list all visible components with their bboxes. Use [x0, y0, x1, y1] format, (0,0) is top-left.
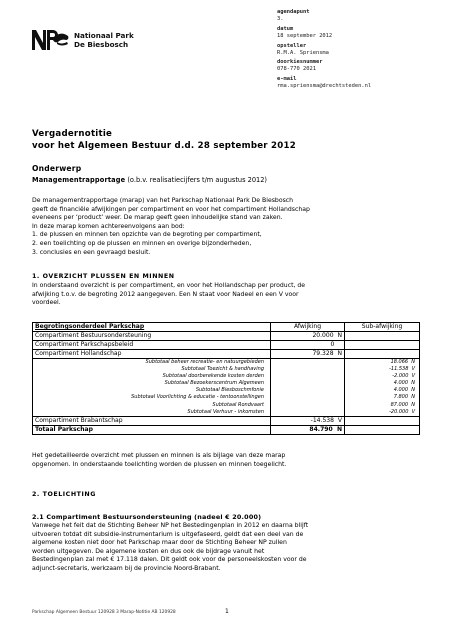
intro-line: In deze marap komen achtereenvolgens aan bod:	[32, 222, 185, 230]
agendapunt-value: 3.	[277, 15, 284, 22]
section-1-line: afwijking t.o.v. de begroting 2012 aangegeven. Een N staat voor Nadeel en een V voor	[32, 290, 299, 298]
page-number: 1	[225, 608, 229, 615]
table-row	[33, 332, 420, 341]
email-value: rma.spriensma@drechtsteden.nl	[277, 83, 372, 90]
section-2-1-heading: 2.1 Compartiment Bestuursondersteuning (nadeel € 20.000)	[32, 513, 262, 521]
row-label: Compartiment Bestuursondersteuning	[33, 332, 271, 341]
row-value: -14.538 V	[271, 416, 345, 425]
intro-paragraph	[32, 197, 432, 257]
after-table-paragraph	[32, 452, 432, 469]
subrow-label: Subtotaal Biesboschmfonie	[33, 387, 271, 394]
datum-value: 18 september 2012	[277, 32, 333, 39]
onderwerp-subject	[32, 176, 267, 184]
subrow-value: -11.538 V	[345, 366, 420, 373]
table-subrow	[33, 394, 420, 401]
agendapunt-label: agendapunt	[277, 9, 310, 15]
table-subrow	[33, 380, 420, 387]
subrow-value: 18.066 N	[345, 359, 420, 367]
subrow-value: 7.800 N	[345, 394, 420, 401]
total-label: Totaal Parkschap	[33, 425, 271, 434]
table-subrow	[33, 409, 420, 417]
after-table-line: opgenomen. In onderstaande toelichting worden de plussen en minnen toegelicht.	[32, 460, 287, 468]
subrow-value: 4.000 N	[345, 387, 420, 394]
meta-block	[277, 9, 447, 90]
intro-line: 2. een toelichting op de plussen en minnen en overige bijzonderheden,	[32, 239, 252, 247]
logo	[32, 26, 134, 54]
email-label: e-mail	[277, 76, 297, 83]
table-subrow	[33, 373, 420, 380]
section-2-line: worden uitgegeven. De algemene kosten en dus ook de bijdrage vanuit het	[32, 547, 265, 555]
subrow-value: 4.000 N	[345, 380, 420, 387]
subrow-label: Subtotaal Rondvaart	[33, 401, 271, 408]
opsteller-value: R.M.A. Spriensma	[277, 49, 329, 56]
row-label: Compartiment Hollandschap	[33, 350, 271, 359]
logo-line-1: Nationaal Park	[74, 31, 134, 40]
datum-label: datum	[277, 25, 294, 32]
header-col-2: Afwijking	[271, 323, 345, 332]
document-title	[32, 128, 296, 152]
section-2-line: Vanwege het feit dat de Stichting Beheer NP het Bestedingenplan in 2012 en daarna blijft	[32, 522, 309, 529]
table-subrow	[33, 387, 420, 394]
subject-note: (o.b.v. realisatiecijfers t/m augustus 2012)	[125, 176, 267, 184]
doorkiesnummer-label: doorkiesnummer	[277, 59, 323, 66]
row-value: 20.000 N	[271, 332, 345, 341]
subrow-label: Subtotaal Voorlichting & educatie - tentoonstellingen	[33, 394, 271, 401]
after-table-line: Het gedetailleerde overzicht met plussen en minnen is als bijlage van deze marap	[32, 452, 286, 459]
subrow-label: Subtotaal beheer recreatie- en natuurgebieden	[33, 359, 271, 367]
subrow-value: -20.000 V	[345, 409, 420, 417]
doorkiesnummer-value: 078-770 2021	[277, 66, 316, 73]
section-1-heading: 1. OVERZICHT PLUSSEN EN MINNEN	[32, 273, 175, 280]
section-2-line: Bestedingenplan zal met € 17.118 dalen. Dit geldt ook voor de personeelskosten voor de	[32, 556, 307, 564]
intro-line: geeft de financiële afwijkingen per compartiment en voor het compartiment Hollandschap	[32, 205, 310, 213]
deviation-table	[32, 322, 420, 435]
row-label: Compartiment Parkschapsbeleid	[33, 341, 271, 350]
section-2-heading: 2. TOELICHTING	[32, 491, 96, 498]
intro-line: 3. conclusies en een gevraagd besluit.	[32, 248, 151, 256]
subrow-label: Subtotaal Bezoekerscentrum Algemeen	[33, 380, 271, 387]
title-line-2: voor het Algemeen Bestuur d.d. 28 september 2012	[32, 141, 296, 151]
section-2-line: adjunct-secretaris, werkzaam bij de provincie Noord-Brabant.	[32, 564, 221, 572]
table-subrow	[33, 366, 420, 373]
section-1-line: In onderstaand overzicht is per compartiment, en voor het Hollandschap per product, de	[32, 282, 306, 289]
row-label: Compartiment Brabantschap	[33, 416, 271, 425]
subrow-value: 87.000 N	[345, 401, 420, 408]
logo-wordmark	[74, 31, 134, 49]
table-row	[33, 350, 420, 359]
header-col-1: Begrotingsonderdeel Parkschap	[35, 323, 145, 330]
subrow-value: -2.000 V	[345, 373, 420, 380]
table-row	[33, 341, 420, 350]
logo-line-2: De Biesbosch	[74, 40, 129, 49]
subrow-label: Subtotaal Verhuur - inkomsten	[33, 409, 271, 417]
subrow-label: Subtotaal Toezicht & handhaving	[33, 366, 271, 373]
opsteller-label: opsteller	[277, 42, 307, 49]
header-col-3: Sub-afwijking	[345, 323, 420, 332]
subrow-label: Subtotaal doorberekende kosten derden	[33, 373, 271, 380]
total-value: 84.790 N	[271, 425, 345, 434]
section-1-line: voordeel.	[32, 299, 61, 307]
row-value: 79.328 N	[271, 350, 345, 359]
title-line-1: Vergadernotitie	[32, 129, 113, 139]
onderwerp-heading: Onderwerp	[32, 164, 82, 173]
section-2-1-paragraph	[32, 522, 432, 574]
section-2-line: uitvoeren totdat dit subsidie-instrumentarium is uitgefaseerd, geldt dat een deel van de	[32, 530, 304, 538]
row-value: 0	[271, 341, 345, 350]
intro-line: eveneens per ‘product’ weer. De marap geeft geen inhoudelijke stand van zaken.	[32, 214, 283, 222]
section-1-paragraph	[32, 282, 432, 308]
intro-line: De managementrapportage (marap) van het Parkschap Nationaal Park De Biesbosch	[32, 197, 294, 204]
table-subrow	[33, 401, 420, 408]
section-2-line: algemene kosten niet door het Parkschap maar door de Stichting Beheer NP zullen	[32, 539, 287, 547]
np-logo-icon	[32, 26, 70, 54]
table-total-row	[33, 425, 420, 434]
footer-text: Parkschap Algemeen Bestuur 120928 3 Marap-Notitie AB 120928	[32, 610, 176, 615]
table-row	[33, 416, 420, 425]
subject-title: Managementrapportage	[32, 176, 126, 184]
table-subrow	[33, 359, 420, 367]
intro-line: 1. de plussen en minnen ten opzichte van de begroting per compartiment,	[32, 231, 262, 239]
table-header-row	[33, 323, 420, 332]
